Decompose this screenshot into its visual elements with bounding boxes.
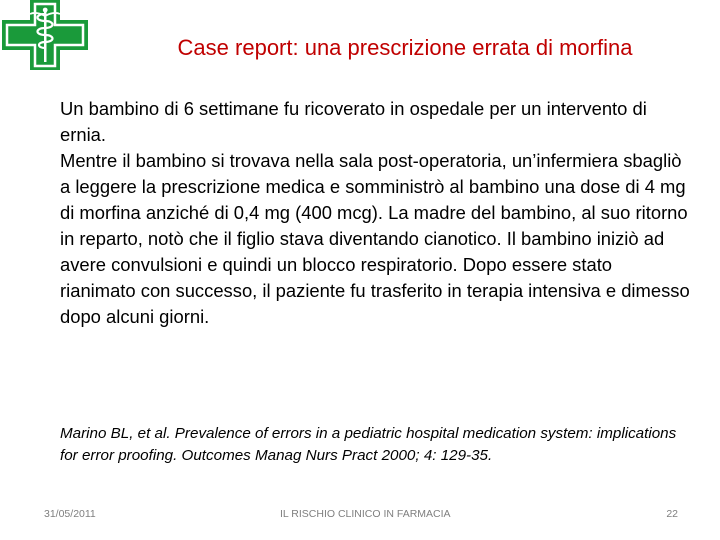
footer-title: IL RISCHIO CLINICO IN FARMACIA	[280, 508, 451, 520]
reference-citation: Marino BL, et al. Prevalence of errors in a pediatric hospital medication system: implications for error proofing. Outcomes Manag Nurs Pract 2000; 4: 129-35.	[60, 425, 677, 464]
pharmacy-cross-logo-icon	[0, 0, 90, 70]
page-number: 22	[666, 508, 678, 520]
footer-date: 31/05/2011	[44, 508, 96, 520]
body-paragraph: Un bambino di 6 settimane fu ricoverato in ospedale per un intervento di ernia.	[60, 98, 647, 145]
slide-title: Case report: una prescrizione errata di morfina	[177, 35, 633, 60]
body-paragraph: Mentre il bambino si trovava nella sala post-operatoria, un’infermiera sbagliò a leggere la prescrizione medica e somministrò al bambino una dose di 4 mg di morfina anziché di 0,4 mg (400 mcg). La madre del bambino, al suo ritorno in reparto, notò che il figlio stava diventando cianotico. Il bambino iniziò ad avere convulsioni e quindi un blocco respiratorio. Dopo essere stato rianimato con successo, il paziente fu trasferito in terapia intensiva e dimesso dopo alcuni giorni.	[60, 150, 690, 327]
slide-body	[60, 96, 690, 330]
